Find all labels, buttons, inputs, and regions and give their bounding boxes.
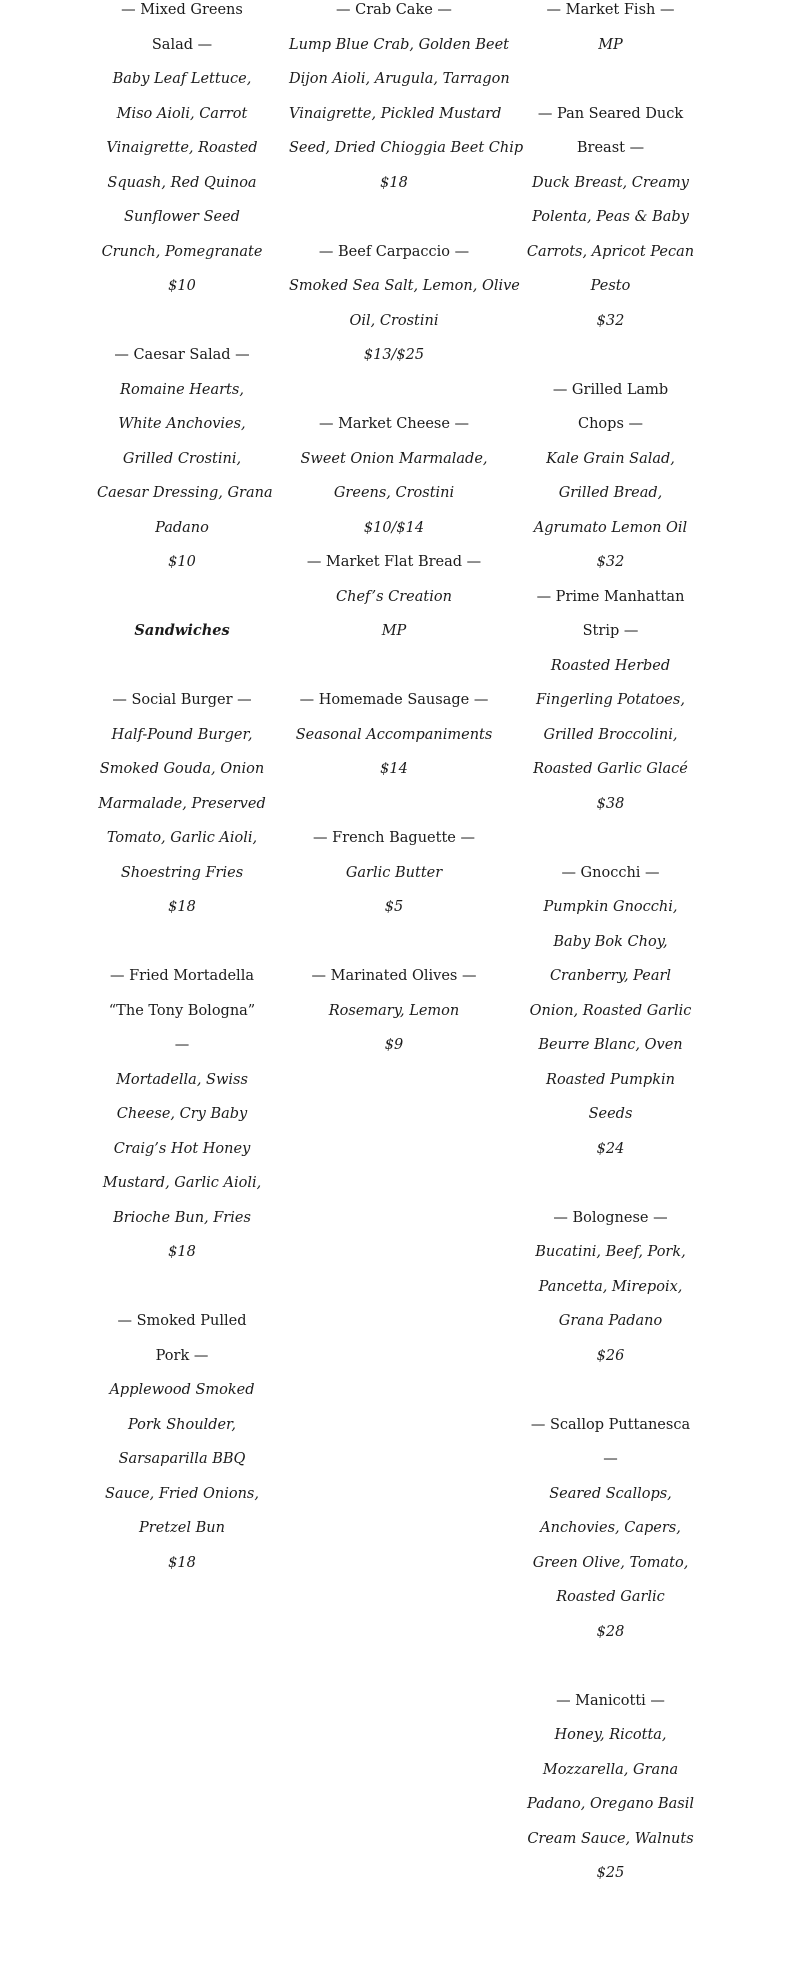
item-description: Roasted Herbed — [550, 657, 671, 674]
item-name: Salad — — [151, 36, 213, 53]
item-description: Roasted Garlic Glacé — [533, 761, 688, 777]
item-name: Breast — — [576, 140, 645, 156]
menu-item-french-baguette — [289, 821, 499, 925]
item-description: Brioche Bun, Fries — [113, 1209, 251, 1226]
item-description: Smoked Sea Salt, Lemon, Olive — [289, 278, 520, 294]
menu-item-pan-seared-duck — [518, 97, 703, 339]
item-price: $18 — [168, 1554, 196, 1571]
item-price: $9 — [384, 1037, 404, 1053]
item-price: $24 — [596, 1140, 625, 1157]
item-description: Roasted Pumpkin — [546, 1071, 675, 1088]
item-description: Crunch, Pomegranate — [101, 243, 263, 260]
item-description: Mustard, Garlic Aioli, — [102, 1175, 262, 1191]
item-price: $10 — [168, 278, 196, 294]
item-description: Lump Blue Crab, Golden Beet — [289, 36, 510, 53]
item-description: Greens, Crostini — [333, 485, 455, 501]
item-name: — Gnocchi — — [561, 864, 660, 881]
menu-item-social-burger — [97, 683, 267, 925]
item-description: Craig’s Hot Honey — [113, 1140, 251, 1157]
item-description: Sweet Onion Marmalade, — [300, 450, 488, 467]
item-price: $28 — [596, 1623, 625, 1640]
item-name: — Mixed Greens — [121, 2, 243, 18]
item-price: $32 — [596, 312, 625, 329]
menu-item-bolognese — [518, 1201, 703, 1374]
item-description: Grilled Broccolini, — [543, 726, 678, 743]
menu-item-gnocchi — [518, 856, 703, 1167]
item-description: Seasonal Accompaniments — [295, 726, 493, 743]
item-name: — Beef Carpaccio — — [318, 243, 470, 260]
item-description: Cranberry, Pearl — [549, 968, 672, 984]
item-description: Onion, Roasted Garlic — [529, 1002, 692, 1019]
item-description: Grilled Crostini, — [122, 450, 242, 467]
section-heading: Sandwiches — [134, 622, 230, 639]
menu-column-3 — [518, 0, 703, 1891]
item-description: Tomato, Garlic Aioli, — [106, 830, 258, 846]
menu-item-market-cheese — [289, 407, 499, 545]
item-name: — Prime Manhattan — [536, 588, 685, 605]
item-name: — Grilled Lamb — [552, 381, 669, 398]
item-description: Beurre Blanc, Oven — [538, 1037, 683, 1053]
item-description: Seed, Dried Chioggia Beet Chip — [289, 140, 524, 156]
item-description: Grilled Bread, — [558, 485, 663, 501]
item-description: Agrumato Lemon Oil — [533, 519, 688, 536]
item-price: $13/$25 — [363, 347, 425, 363]
menu-item-market-fish — [518, 0, 703, 62]
item-name: — Crab Cake — — [336, 2, 452, 18]
item-name: — Marinated Olives — — [311, 968, 477, 984]
item-description: Duck Breast, Creamy — [532, 174, 689, 191]
item-description: Bucatini, Beef, Pork, — [535, 1244, 686, 1260]
menu-item-market-flat-bread — [289, 545, 499, 649]
item-price: $38 — [596, 795, 625, 812]
item-name: Chops — — [578, 416, 643, 432]
item-description: Baby Bok Choy, — [553, 933, 668, 950]
menu-item-marinated-olives — [289, 959, 499, 1063]
menu-column-2 — [289, 0, 524, 1063]
item-description: Pesto — [590, 278, 631, 294]
item-description: Sunflower Seed — [124, 209, 240, 225]
menu-item-caesar-salad — [97, 338, 273, 580]
item-description: Squash, Red Quinoa — [107, 174, 257, 191]
item-description: Honey, Ricotta, — [554, 1727, 667, 1743]
item-description: Rosemary, Lemon — [328, 1002, 460, 1019]
item-description: Fingerling Potatoes, — [536, 692, 685, 708]
item-price: $14 — [380, 761, 408, 777]
item-name: — Smoked Pulled — [117, 1313, 247, 1329]
item-description: Applewood Smoked — [109, 1382, 255, 1398]
item-price: $18 — [168, 899, 196, 915]
menu-item-mixed-greens — [97, 0, 267, 304]
item-description: Seared Scallops, — [549, 1485, 672, 1502]
item-price: MP — [381, 623, 407, 639]
item-name: — — [174, 1037, 190, 1053]
item-name: — — [603, 1451, 618, 1467]
menu-item-homemade-sausage — [289, 683, 499, 787]
item-name: — Bolognese — — [553, 1209, 668, 1226]
item-description: Pumpkin Gnocchi, — [543, 899, 678, 915]
item-description: Seeds — [588, 1106, 633, 1122]
item-name: — Market Fish — — [546, 2, 675, 18]
item-description: Padano, Oregano Basil — [527, 1796, 694, 1812]
item-description: Pretzel Bun — [139, 1520, 225, 1536]
item-description: Pancetta, Mirepoix, — [538, 1278, 683, 1295]
item-description: Miso Aioli, Carrot — [116, 105, 248, 122]
item-price: $32 — [596, 554, 625, 570]
item-description: Kale Grain Salad, — [546, 450, 675, 467]
menu-item-crab-cake — [289, 0, 524, 200]
item-description: Garlic Butter — [345, 864, 443, 881]
item-description: Mortadella, Swiss — [116, 1071, 248, 1088]
item-name: — Market Flat Bread — — [306, 554, 482, 570]
item-name: — Manicotti — — [556, 1692, 665, 1709]
item-name: — Fried Mortadella — [110, 968, 254, 984]
item-description: Cheese, Cry Baby — [116, 1106, 248, 1122]
item-description: Dijon Aioli, Arugula, Tarragon — [289, 71, 510, 87]
item-description: Cream Sauce, Walnuts — [527, 1830, 694, 1847]
menu-column-1 — [97, 0, 273, 1580]
item-price: $10 — [168, 554, 196, 570]
item-name: — Pan Seared Duck — [537, 105, 684, 122]
item-description: Sarsaparilla BBQ — [118, 1451, 246, 1467]
item-description: Chef’s Creation — [336, 588, 452, 605]
menu-item-beef-carpaccio — [289, 235, 520, 373]
item-price: $18 — [380, 174, 408, 191]
item-name: — Caesar Salad — — [114, 347, 250, 363]
item-description: Oil, Crostini — [349, 312, 439, 329]
item-description: Anchovies, Capers, — [540, 1520, 681, 1536]
item-price: $10/$14 — [363, 519, 425, 536]
item-description: Romaine Hearts, — [120, 381, 244, 398]
item-name: — Scallop Puttanesca — [530, 1416, 691, 1433]
item-description: Shoestring Fries — [120, 864, 244, 881]
item-description: Grana Padano — [558, 1313, 663, 1329]
item-price: MP — [598, 36, 623, 53]
item-description: Mozzarella, Grana — [542, 1761, 679, 1778]
item-price: $26 — [596, 1347, 625, 1364]
item-name: Strip — — [582, 623, 639, 639]
item-name: — Market Cheese — — [318, 416, 470, 432]
item-name: — Social Burger — — [112, 692, 252, 708]
item-description: Roasted Garlic — [556, 1589, 665, 1605]
item-description: Vinaigrette, Pickled Mustard — [289, 105, 502, 122]
menu-item-scallop-puttanesca — [518, 1408, 703, 1650]
item-description: Smoked Gouda, Onion — [99, 761, 265, 777]
section-heading-sandwiches — [97, 614, 267, 649]
item-name: Pork — — [155, 1347, 209, 1364]
menu-item-grilled-lamb-chops — [518, 373, 703, 580]
menu-item-smoked-pulled-pork — [97, 1304, 267, 1580]
item-price: $5 — [384, 899, 404, 915]
item-name: — Homemade Sausage — — [299, 692, 489, 708]
menu-item-manicotti — [518, 1684, 703, 1891]
item-description: Vinaigrette, Roasted — [106, 140, 258, 156]
item-description: Marmalade, Preserved — [98, 795, 266, 812]
item-name: “The Tony Bologna” — [108, 1002, 256, 1019]
item-description: Sauce, Fried Onions, — [105, 1485, 259, 1502]
item-description: Pork Shoulder, — [127, 1416, 236, 1433]
menu-item-fried-mortadella — [97, 959, 267, 1270]
item-description: Baby Leaf Lettuce, — [112, 71, 252, 87]
item-description: Green Olive, Tomato, — [532, 1554, 689, 1571]
item-description: Carrots, Apricot Pecan — [526, 243, 695, 260]
item-price: $18 — [168, 1244, 196, 1260]
item-price: $25 — [596, 1865, 625, 1881]
item-description: Padano — [155, 519, 209, 536]
menu-item-prime-manhattan-strip — [518, 580, 703, 822]
item-description: Half-Pound Burger, — [111, 726, 253, 743]
item-description: Polenta, Peas & Baby — [532, 209, 689, 225]
item-name: — French Baguette — — [313, 830, 475, 846]
item-description: White Anchovies, — [118, 416, 246, 432]
item-description: Caesar Dressing, Grana — [97, 485, 273, 501]
